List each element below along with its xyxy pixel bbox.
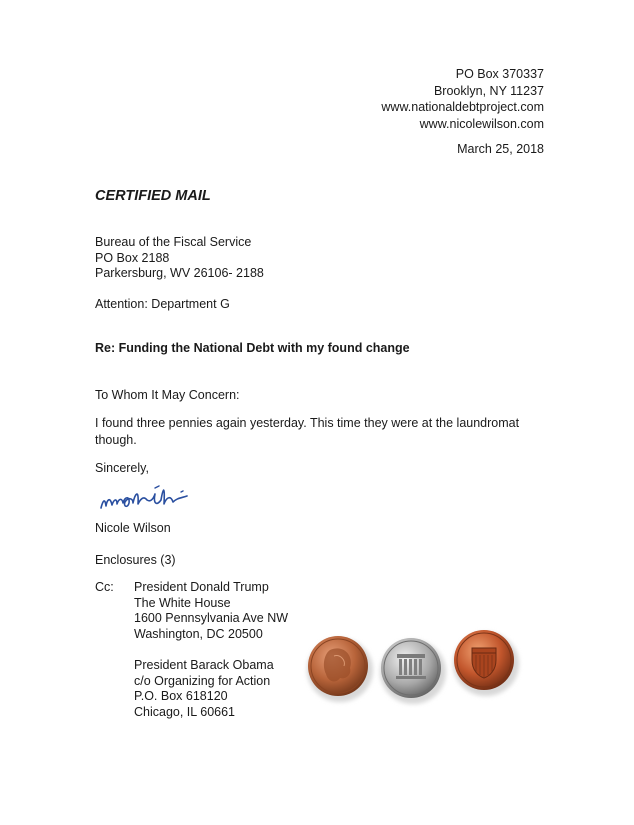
cc-line: 1600 Pennsylvania Ave NW [134,611,289,625]
penny-shield-coin-silver [380,638,446,704]
recipient-address [95,235,264,282]
closing: Sincerely, [95,461,149,475]
cc-label: Cc: [95,580,114,594]
handwritten-signature [95,474,245,521]
salutation: To Whom It May Concern: [95,388,240,402]
certified-mail-heading: CERTIFIED MAIL [95,188,211,204]
cc-line: The White House [134,595,231,610]
cc-line: P.O. Box 618120 [134,689,228,703]
signer-name: Nicole Wilson [95,521,171,535]
letter-date: March 25, 2018 [457,142,544,156]
cc-line: President Donald Trump [134,580,269,594]
cc-recipient-obama [134,658,288,720]
recipient-name: Bureau of the Fiscal Service [95,235,252,249]
sender-address [381,66,544,132]
enclosed-coins [300,622,525,711]
cc-line: Chicago, IL 60661 [134,704,236,719]
subject-line: Re: Funding the National Debt with my found change [95,341,410,355]
recipient-po-box: PO Box 2188 [95,250,170,265]
penny-shield-coin [453,630,519,696]
attention-line: Attention: Department G [95,297,230,311]
sender-po-box: PO Box 370337 [455,67,544,81]
enclosures-line: Enclosures (3) [95,553,176,567]
sender-city: Brooklyn, NY 11237 [433,83,544,98]
sender-website-2: www.nicolewilson.com [419,116,544,131]
penny-head-coin [307,636,373,702]
cc-line: Washington, DC 20500 [134,626,263,641]
cc-line: President Barack Obama [134,658,274,672]
cc-line: c/o Organizing for Action [134,673,271,688]
recipient-city: Parkersburg, WV 26106- 2188 [95,266,264,280]
sender-website-1: www.nationaldebtproject.com [381,100,544,114]
signature-icon [95,474,245,518]
letter-body: I found three pennies again yesterday. This time they were at the laundromat though. [95,416,520,447]
cc-recipient-trump [134,580,288,642]
cc-list [134,580,288,736]
